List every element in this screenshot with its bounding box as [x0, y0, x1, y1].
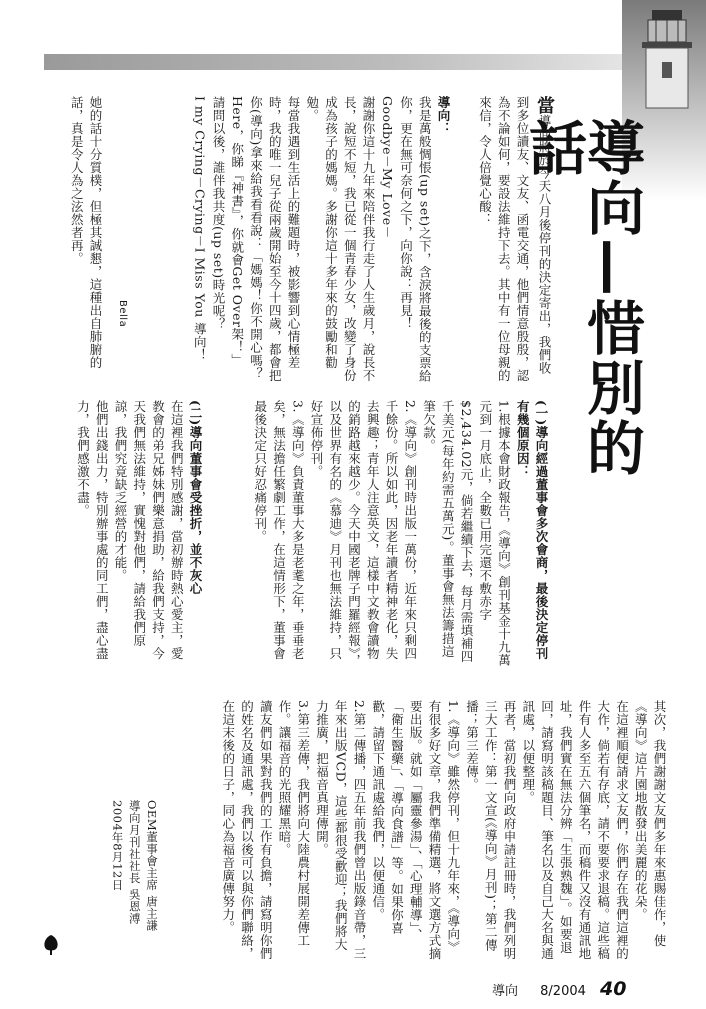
drop-cap: 當 — [534, 96, 555, 115]
signoff-line2: 導向月刊社社長 吳恩溥 — [127, 800, 142, 925]
signoff-date: 2004年8月12日 — [110, 800, 125, 891]
section-3 — [168, 700, 668, 960]
letter-p1: 我是萬般惆悵(up set)之下，含淚將最後的支票給你，更在無可奈何之下，向你說：再見！Goodbye－My Love－ — [379, 96, 433, 383]
section-2-heading: (二)導向董事會受挫折，並不灰心 — [188, 400, 203, 595]
page-number: 40 — [600, 978, 627, 1000]
header-bar — [44, 54, 634, 70]
section-3-p5: 2.第二傳播，四五年前我們曾出版錄音帶，三年來出版VCD，這些都很受歡迎；我們將大力推廣，把福音真理傳開。 — [314, 700, 367, 960]
section-2-p1: 在這裡我們特別感謝，當初辦時熱心愛主，愛教會的弟兄姊妹們樂意捐助，給我們支持，今天我們無法維持，實愧對他們，請給我們原諒，我們究竟缺乏經營的才能。 — [113, 400, 185, 660]
letter-block — [168, 96, 452, 386]
signoff-line1: OEM董事會主席 唐主謙 — [145, 800, 159, 932]
section-1-p3: 3.《導向》負責董事大多是老耄之年，垂垂老矣，無法擔任繁劇工作，在這情形下，董事會最後決定只好忍痛停刊。 — [252, 400, 306, 660]
letter-signature: Bella — [117, 300, 128, 328]
section-1-heading: (一)導向經過董事會多次會商，最後決定停刊有幾個原因： — [515, 400, 549, 660]
section-3-p2: 在這裡順便請求文友們，你們存在我們這裡的大作，倘若有存底，請不要要求退稿。這些稿件有人多至五六個筆名，而稿件又沒有通訊地址，我們實在無法分辨「生張熟魏」。如要退回，請寫明該稿題目、筆名以及自己大名與通訊處，以便整理。 — [520, 700, 630, 960]
section-3-p1: 其次，我們謝謝文友們多年來惠賜佳作，使《導向》這片園地散發出美麗的花朵。 — [633, 700, 667, 947]
leaf-ornament-icon — [42, 934, 60, 956]
section-3-p6: 3.第三差傳，我們將向大陸農村展開差傳工作。讓福音的光照耀黑暗。 — [277, 700, 311, 947]
section-1 — [210, 400, 550, 670]
remark-paragraph: 她的話十分質樸，但極其誠懇，這種出自肺腑的話，真是令人為之泫然者再。 — [69, 96, 103, 369]
letter-p5: I my Crying－Crying－I Miss You 導向！ — [192, 96, 208, 362]
section-1-p1: 1.根據本會財政報告，《導向》創刊基金十九萬元到一月底止，全數已用完還不敷赤字$2,434.02元，倘若繼續下去，每月需填補四千美元(每年約需五萬元)。董事會無法籌措這筆欠款。 — [421, 400, 512, 667]
section-2 — [44, 400, 204, 670]
letter-p4: 請問以後，誰伴我共度(up set)時光呢？ — [211, 96, 226, 331]
section-1-p2: 2.《導向》創刊時出版一萬份，近年來只剩四千餘份。所以如此，因老年讀者精神老化，失去興趣；青年人注意英文，這樣中文教會讀物的銷路越來越少。今天中國老牌子門羅經報》，以及世界有名的《慕迪》月刊也無法維持，只好宣佈停刊。 — [309, 400, 418, 667]
article-title: 導向—惜別的話 — [519, 118, 645, 478]
letter-p2: 謝謝你這十九年來陪伴我行走了人生歲月，說長不長，說短不短，我已從一個青春少女，改變了身份成為孩子的媽媽。多謝你這十多年來的鼓勵和勸勉。 — [304, 96, 376, 382]
section-2-p2: 他們出錢出力，特別辦事處的同工們，盡心盡力，我們感激不盡。 — [75, 400, 110, 660]
signoff-block — [60, 800, 160, 965]
letter-heading: 導向： — [436, 96, 451, 135]
section-3-p7: 讀友們如果對我們的工作有負擔，請寫明你們的姓名及通訊處，我們以後可以與你們聯絡，在這末後的日子，同心為福音廣傳努力。 — [220, 700, 274, 960]
footer-magazine: 導向 — [492, 984, 519, 999]
footer-issue: 8/2004 — [540, 984, 586, 999]
section-3-p4: 1.《導向》雖然停刊，但十九年來，《導向》有很多好文章，我們準備精選，將文選方式摘要出版。就如「屬靈參湯」、「心理輔導」、「衛生醫藥」、「導向食譜」等。如果你喜歡，請留下通訊處給我們，以便通信。 — [370, 700, 461, 960]
page-footer — [492, 978, 627, 1000]
section-3-p3: 再者，當初我們向政府申請註冊時，我們列明三大工作：第一文宣(《導向》月刊)；第二傳播；第三差傳。 — [464, 700, 517, 960]
intro-text: 導向將於今天八月後停刊的決定寄出，我們收到多位讀友、文友、函電交通，他們情意殷殷，認為不論如何，要設法維持下去。其中有一位母親的來信，令人倍覺心酸： — [477, 96, 552, 382]
letter-p3: 每當我遇到生活上的難題時，被影響到心情極差時，我的唯一兒子從兩歲開始至今十四歲，都會把你(導向)拿來給我看看說：「媽媽！你不開心嗎？Here，你睇『神書』，你就會Get Over架！」 — [229, 96, 301, 382]
intro-paragraph — [458, 96, 558, 386]
